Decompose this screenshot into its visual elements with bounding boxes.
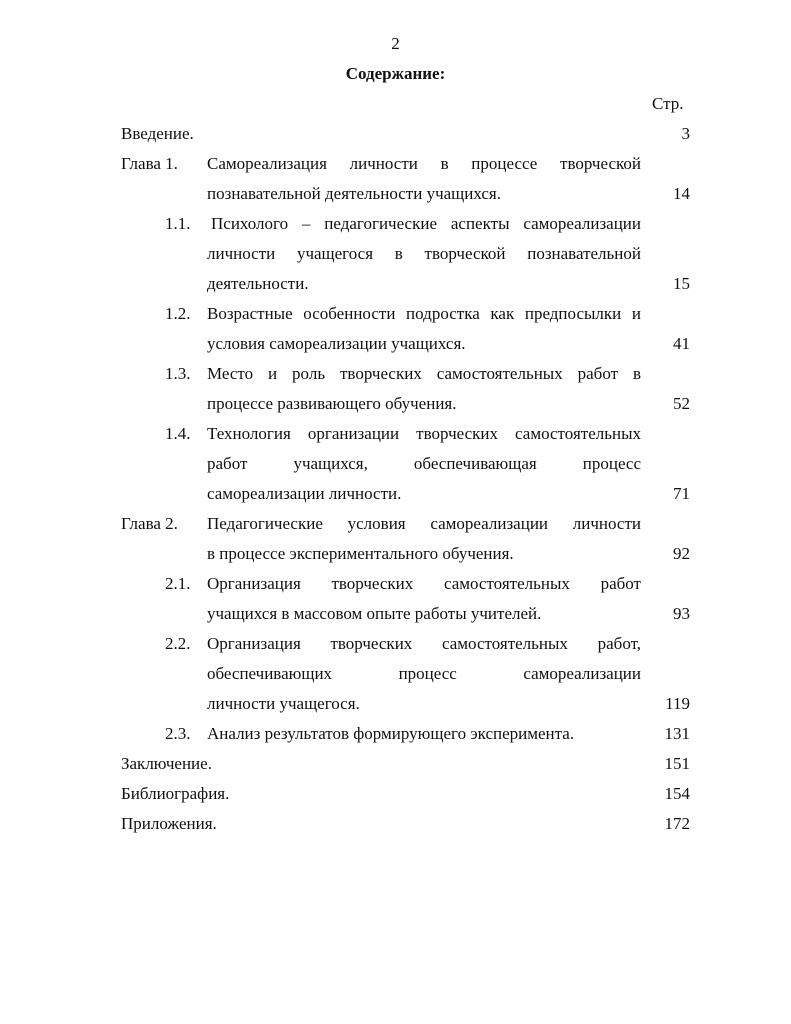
toc-text: работ учащихся, обеспечивающая процесс	[207, 454, 641, 473]
toc-text: Педагогические условия самореализации личности	[207, 514, 641, 533]
toc-page: 41	[673, 334, 690, 353]
toc-label: Глава 2.	[121, 514, 178, 533]
toc-number: 2.2.	[165, 634, 191, 653]
toc-number: 1.3.	[165, 364, 191, 383]
toc-text: личности учащегося в творческой познавательной	[207, 244, 641, 263]
toc-number: 2.3.	[165, 724, 191, 743]
toc-page: 92	[673, 544, 690, 563]
toc-label: Заключение.	[121, 754, 212, 773]
toc-text: Место и роль творческих самостоятельных работ в	[207, 364, 641, 383]
toc-page: 154	[664, 784, 690, 803]
toc-page: 71	[673, 484, 690, 503]
toc-text: личности учащегося.	[207, 694, 360, 713]
toc-number: 1.4.	[165, 424, 191, 443]
toc-text: самореализации личности.	[207, 484, 402, 503]
toc-text: в процессе экспериментального обучения.	[207, 544, 514, 563]
toc-page: 93	[673, 604, 690, 623]
toc-page: 3	[681, 124, 690, 143]
toc-page: 172	[664, 814, 690, 833]
toc-text: Организация творческих самостоятельных работ	[207, 574, 641, 593]
toc-text: Психолого – педагогические аспекты самореализации	[211, 214, 641, 233]
page-number: 2	[391, 34, 400, 53]
toc-page: 52	[673, 394, 690, 413]
toc-text: Анализ результатов формирующего эксперимента.	[207, 724, 575, 743]
toc-label: Введение.	[121, 124, 194, 143]
toc-text: процессе развивающего обучения.	[207, 394, 457, 413]
toc-number: 1.1.	[165, 214, 191, 233]
toc-text: Самореализация личности в процессе творческой	[207, 154, 641, 173]
toc-page: 151	[664, 754, 690, 773]
toc-label: Библиография.	[121, 784, 230, 803]
toc-text: обеспечивающих процесс самореализации	[207, 664, 641, 683]
toc-text: Технология организации творческих самостоятельных	[207, 424, 641, 443]
toc-number: 2.1.	[165, 574, 191, 593]
toc-label: Приложения.	[121, 814, 217, 833]
toc-label: Глава 1.	[121, 154, 178, 173]
toc-page: 15	[673, 274, 690, 293]
toc-text: Организация творческих самостоятельных работ,	[207, 634, 641, 653]
page-column-header: Стр.	[652, 94, 684, 113]
toc-text: познавательной деятельности учащихся.	[207, 184, 501, 203]
toc-page: 119	[665, 694, 690, 713]
toc-title: Содержание:	[345, 64, 446, 83]
toc-text: Возрастные особенности подростка как предпосылки и	[207, 304, 641, 323]
toc-number: 1.2.	[165, 304, 191, 323]
toc-text: условия самореализации учащихся.	[207, 334, 466, 353]
toc-text: деятельности.	[207, 274, 309, 293]
toc-page: 14	[673, 184, 690, 203]
toc-text: учащихся в массовом опыте работы учителей.	[207, 604, 542, 623]
toc-page: 131	[664, 724, 690, 743]
